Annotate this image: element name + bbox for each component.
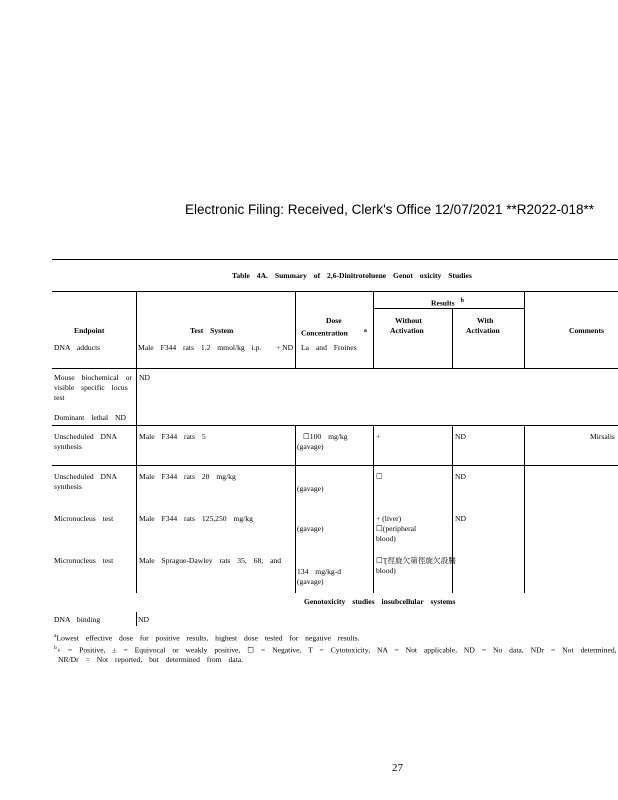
row-6-without-line2: blood) [376, 566, 396, 575]
row-4-dose: (gavage) [297, 484, 324, 493]
col-line-1 [136, 291, 137, 426]
row-5-without-line1: + (liver) [376, 514, 402, 523]
row-0-dose: La and Froines [301, 343, 357, 352]
row-4-without: ☐ [376, 472, 383, 481]
col-header-with-line1: With [477, 316, 494, 325]
row-1-test-system: ND [139, 373, 150, 382]
row-3-endpoint: Unscheduled DNA synthesis [54, 432, 117, 451]
col-header-without-line2: Activation [390, 326, 424, 335]
row-3-dose-line2: (gavage) [297, 442, 324, 451]
row-4-test-system: Male F344 rats 20 mg/kg [139, 472, 236, 481]
col-line-5 [524, 291, 525, 368]
row-0-endpoint: DNA adducts [54, 343, 101, 352]
dna-binding-endpoint: DNA binding [54, 615, 101, 624]
col-line-2b [295, 425, 296, 593]
col-line-3b [373, 425, 374, 593]
col-header-with-line2: Activation [466, 326, 500, 335]
col-header-test-system: Test System [190, 326, 234, 335]
section-heading-subcellular: Genotoxicity studies insubcellular systems [304, 597, 456, 606]
row-4-endpoint: Unscheduled DNA synthesis [54, 472, 117, 491]
row-5-endpoint: Micronucleus test [54, 514, 114, 523]
col-line-3 [373, 291, 374, 368]
row-1-endpoint: Mouse biochemical or visible specific locus test [54, 373, 132, 402]
row-6-dose-line1: 134 mg/kg-d [297, 567, 342, 576]
row-3-comments: Mirsalis [590, 432, 615, 441]
row-6-test-system: Male Sprague-Dawley rats 35, 68, and [139, 556, 282, 565]
row-0-test-system: Male F344 rats 1.2 mmol/kg i.p. [138, 343, 262, 352]
col-line-5b [524, 425, 525, 593]
col-header-dose-line1: Dose [326, 316, 342, 325]
row-2-endpoint: Dominant lethal ND [54, 413, 127, 422]
footnote-b-line2: NR/Dr = Not reported, but determined from data. [58, 655, 243, 664]
filing-stamp: Electronic Filing: Received, Clerk's Office 12/07/2021 **R2022-018** [185, 202, 595, 217]
col-line-1b [136, 425, 137, 593]
row-3-dose-line1: ☐100 mg/kg [303, 432, 348, 441]
row-0-test-system-extra: + ND [276, 343, 294, 352]
col-line-4b [452, 425, 453, 593]
row-5-dose: (gavage) [297, 524, 324, 533]
col-header-comments: Comments [569, 326, 605, 335]
row-3-test-system: Male F344 rats 5 [139, 432, 206, 441]
row-6-endpoint: Micronucleus test [54, 556, 114, 565]
row-3-without: + [376, 432, 381, 441]
col-header-dose-line2: Concentration $^a$ [301, 328, 367, 338]
row-3-with: ND [455, 432, 466, 441]
dna-binding-divider [136, 612, 137, 626]
row-6-dose-line2: (gavage) [297, 577, 324, 586]
row-5-test-system: Male F344 rats 125,250 mg/kg [139, 514, 253, 523]
results-header: Results $^b$ [431, 298, 464, 308]
table-top-rule [52, 259, 618, 260]
row-5-without-line2: ☐(peripheral [376, 524, 417, 533]
footnote-b-line1: $^b$+ = Positive, ± = Equivocal or weakly positive, ☐ = Negative, T = Cytotoxicity, NA = Not applicable, ND = No data, NDr = Not determined, [54, 645, 617, 655]
footnote-a: $^a$Lowest effective dose for positive results, highest dose tested for negative results. [54, 633, 360, 643]
row-6-without-line1: ☐Ʈ徑旋欠第徑旋欠設騰 [376, 556, 456, 565]
row-4-with: ND [455, 472, 466, 481]
row-5-without-line3: blood) [376, 534, 396, 543]
col-header-endpoint: Endpoint [74, 326, 105, 335]
table-caption: Table 4A. Summary of 2,6-Dinitrotoluene Genot oxicity Studies [232, 271, 472, 280]
col-header-without-line1: Without [395, 316, 422, 325]
dna-binding-test-system: ND [138, 615, 149, 624]
page-number: 27 [392, 762, 403, 774]
col-line-2 [295, 291, 296, 368]
row-5-with: ND [455, 514, 466, 523]
col-line-4 [452, 308, 453, 368]
